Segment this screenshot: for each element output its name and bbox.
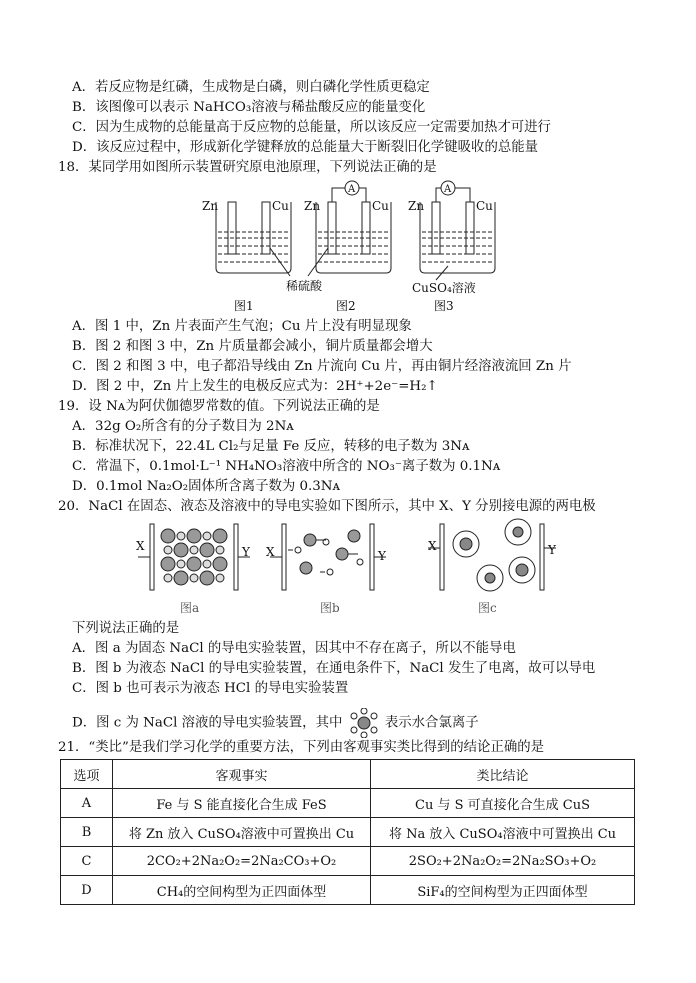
q20-option-c: C．图 b 也可表示为液态 HCl 的导电实验装置: [72, 681, 349, 696]
q19-option-b: B．标准状况下，22.4L Cl₂与足量 Fe 反应，转移的电子数为 3Nᴀ: [72, 439, 470, 454]
q17-option-b: B．该图像可以表示 NaHCO₃溶液与稀盐酸反应的能量变化: [72, 100, 426, 115]
q19-option-a: A．32g O₂所含有的分子数目为 2Nᴀ: [72, 419, 294, 434]
hydrated-chloride-ion-icon: [347, 708, 381, 738]
cell-option: A: [61, 789, 113, 818]
q17-option-c: C．因为生成物的总能量高于反应物的总能量，所以该反应一定需要加热才可进行: [72, 120, 551, 135]
q19-stem: 19．设 Nᴀ为阿伏伽德罗常数的值。下列说法正确的是: [58, 399, 380, 414]
galvanic-cell-figures: [200, 176, 500, 316]
table-row: [61, 847, 635, 876]
x-label-b: X: [266, 545, 275, 559]
cu-label-1: Cu: [272, 199, 289, 213]
caption-fig3: 图3: [434, 299, 454, 313]
caption-fig-a: 图a: [180, 601, 200, 615]
q19-option-c: C．常温下，0.1mol·L⁻¹ NH₄NO₃溶液中所含的 NO₃⁻离子数为 0.1Nᴀ: [72, 459, 501, 474]
zn-label-1: Zn: [202, 199, 219, 213]
nacl-conduction-figures: [130, 514, 570, 620]
x-label-c: X: [428, 539, 437, 553]
q18-stem: 18．某同学用如图所示装置研究原电池原理，下列说法正确的是: [58, 160, 437, 175]
x-label-a: X: [136, 539, 145, 553]
cell-option: D: [61, 876, 113, 905]
figure-b-molten-nacl: [270, 524, 386, 590]
q20-lead: 下列说法正确的是: [72, 621, 180, 636]
q20-option-a: A．图 a 为固态 NaCl 的导电实验装置，因其中不存在离子，所以不能导电: [72, 641, 516, 656]
cu-label-2: Cu: [372, 199, 389, 213]
q17-option-d: D．该反应过程中，形成新化学键释放的总能量大于断裂旧化学键吸收的总能量: [72, 140, 539, 155]
cell-conclusion: 2SO₂+2Na₂O₂=2Na₂SO₃+O₂: [371, 847, 635, 876]
table-row: [61, 789, 635, 818]
cell-conclusion: Cu 与 S 可直接化合生成 CuS: [371, 789, 635, 818]
q20-option-b: B．图 b 为液态 NaCl 的导电实验装置，在通电条件下，NaCl 发生了电离，故可以导电: [72, 661, 596, 676]
beaker-figure-3: [420, 181, 495, 273]
table-header-row: [61, 760, 635, 789]
q18-option-a: A．图 1 中，Zn 片表面产生气泡；Cu 片上没有明显现象: [72, 319, 412, 334]
caption-fig-c: 图c: [478, 601, 497, 615]
figure-c-nacl-solution: [428, 519, 556, 591]
q20-option-d-pre: D．图 c 为 NaCl 溶液的导电实验装置，其中: [72, 715, 343, 731]
table-row: [61, 876, 635, 905]
q21-stem: 21．“类比”是我们学习化学的重要方法，下列由客观事实类比得到的结论正确的是: [58, 740, 545, 755]
ammeter-label-3: A: [444, 184, 452, 195]
acid-label: 稀硫酸: [286, 279, 323, 293]
ammeter-label-2: A: [348, 184, 356, 195]
y-label-c: Y: [548, 543, 556, 557]
q19-option-d: D．0.1mol Na₂O₂固体所含离子数为 0.3Nᴀ: [72, 479, 341, 494]
cuso4-label: CuSO₄溶液: [412, 281, 476, 295]
zn-label-3: Zn: [408, 199, 425, 213]
header-conclusion: 类比结论: [371, 760, 635, 789]
cell-fact: 将 Zn 放入 CuSO₄溶液中可置换出 Cu: [113, 818, 371, 847]
caption-fig-b: 图b: [320, 601, 340, 615]
zn-label-2: Zn: [304, 199, 321, 213]
cell-fact: Fe 与 S 能直接化合生成 FeS: [113, 789, 371, 818]
cell-conclusion: SiF₄的空间构型为正四面体型: [371, 876, 635, 905]
cell-fact: 2CO₂+2Na₂O₂=2Na₂CO₃+O₂: [113, 847, 371, 876]
q20-option-d-post: 表示水合氯离子: [384, 715, 479, 731]
cell-fact: CH₄的空间构型为正四面体型: [113, 876, 371, 905]
q18-option-b: B．图 2 和图 3 中，Zn 片质量都会减小，铜片质量都会增大: [72, 339, 433, 354]
caption-fig1: 图1: [234, 299, 254, 313]
q17-option-a: A．若反应物是红磷，生成物是白磷，则白磷化学性质更稳定: [72, 80, 430, 95]
q18-option-c: C．图 2 和图 3 中，电子都沿导线由 Zn 片流向 Cu 片，再由铜片经溶液流回 Zn 片: [72, 359, 572, 374]
analogy-table: [60, 759, 635, 905]
q18-option-d: D．图 2 中，Zn 片上发生的电极反应式为：2H⁺+2e⁻=H₂↑: [72, 379, 438, 394]
cu-label-3: Cu: [476, 199, 493, 213]
header-fact: 客观事实: [113, 760, 371, 789]
y-label-b: Y: [378, 549, 386, 563]
y-label-a: Y: [242, 545, 250, 559]
cell-conclusion: 将 Na 放入 CuSO₄溶液中可置换出 Cu: [371, 818, 635, 847]
table-row: [61, 818, 635, 847]
caption-fig2: 图2: [336, 299, 356, 313]
q20-option-d: [72, 708, 479, 738]
header-option: 选项: [61, 760, 113, 789]
cell-option: C: [61, 847, 113, 876]
figure-a-solid-nacl: [138, 524, 250, 590]
q20-stem: 20．NaCl 在固态、液态及溶液中的导电实验如下图所示，其中 X、Y 分别接电源的两电极: [58, 499, 596, 514]
cell-option: B: [61, 818, 113, 847]
